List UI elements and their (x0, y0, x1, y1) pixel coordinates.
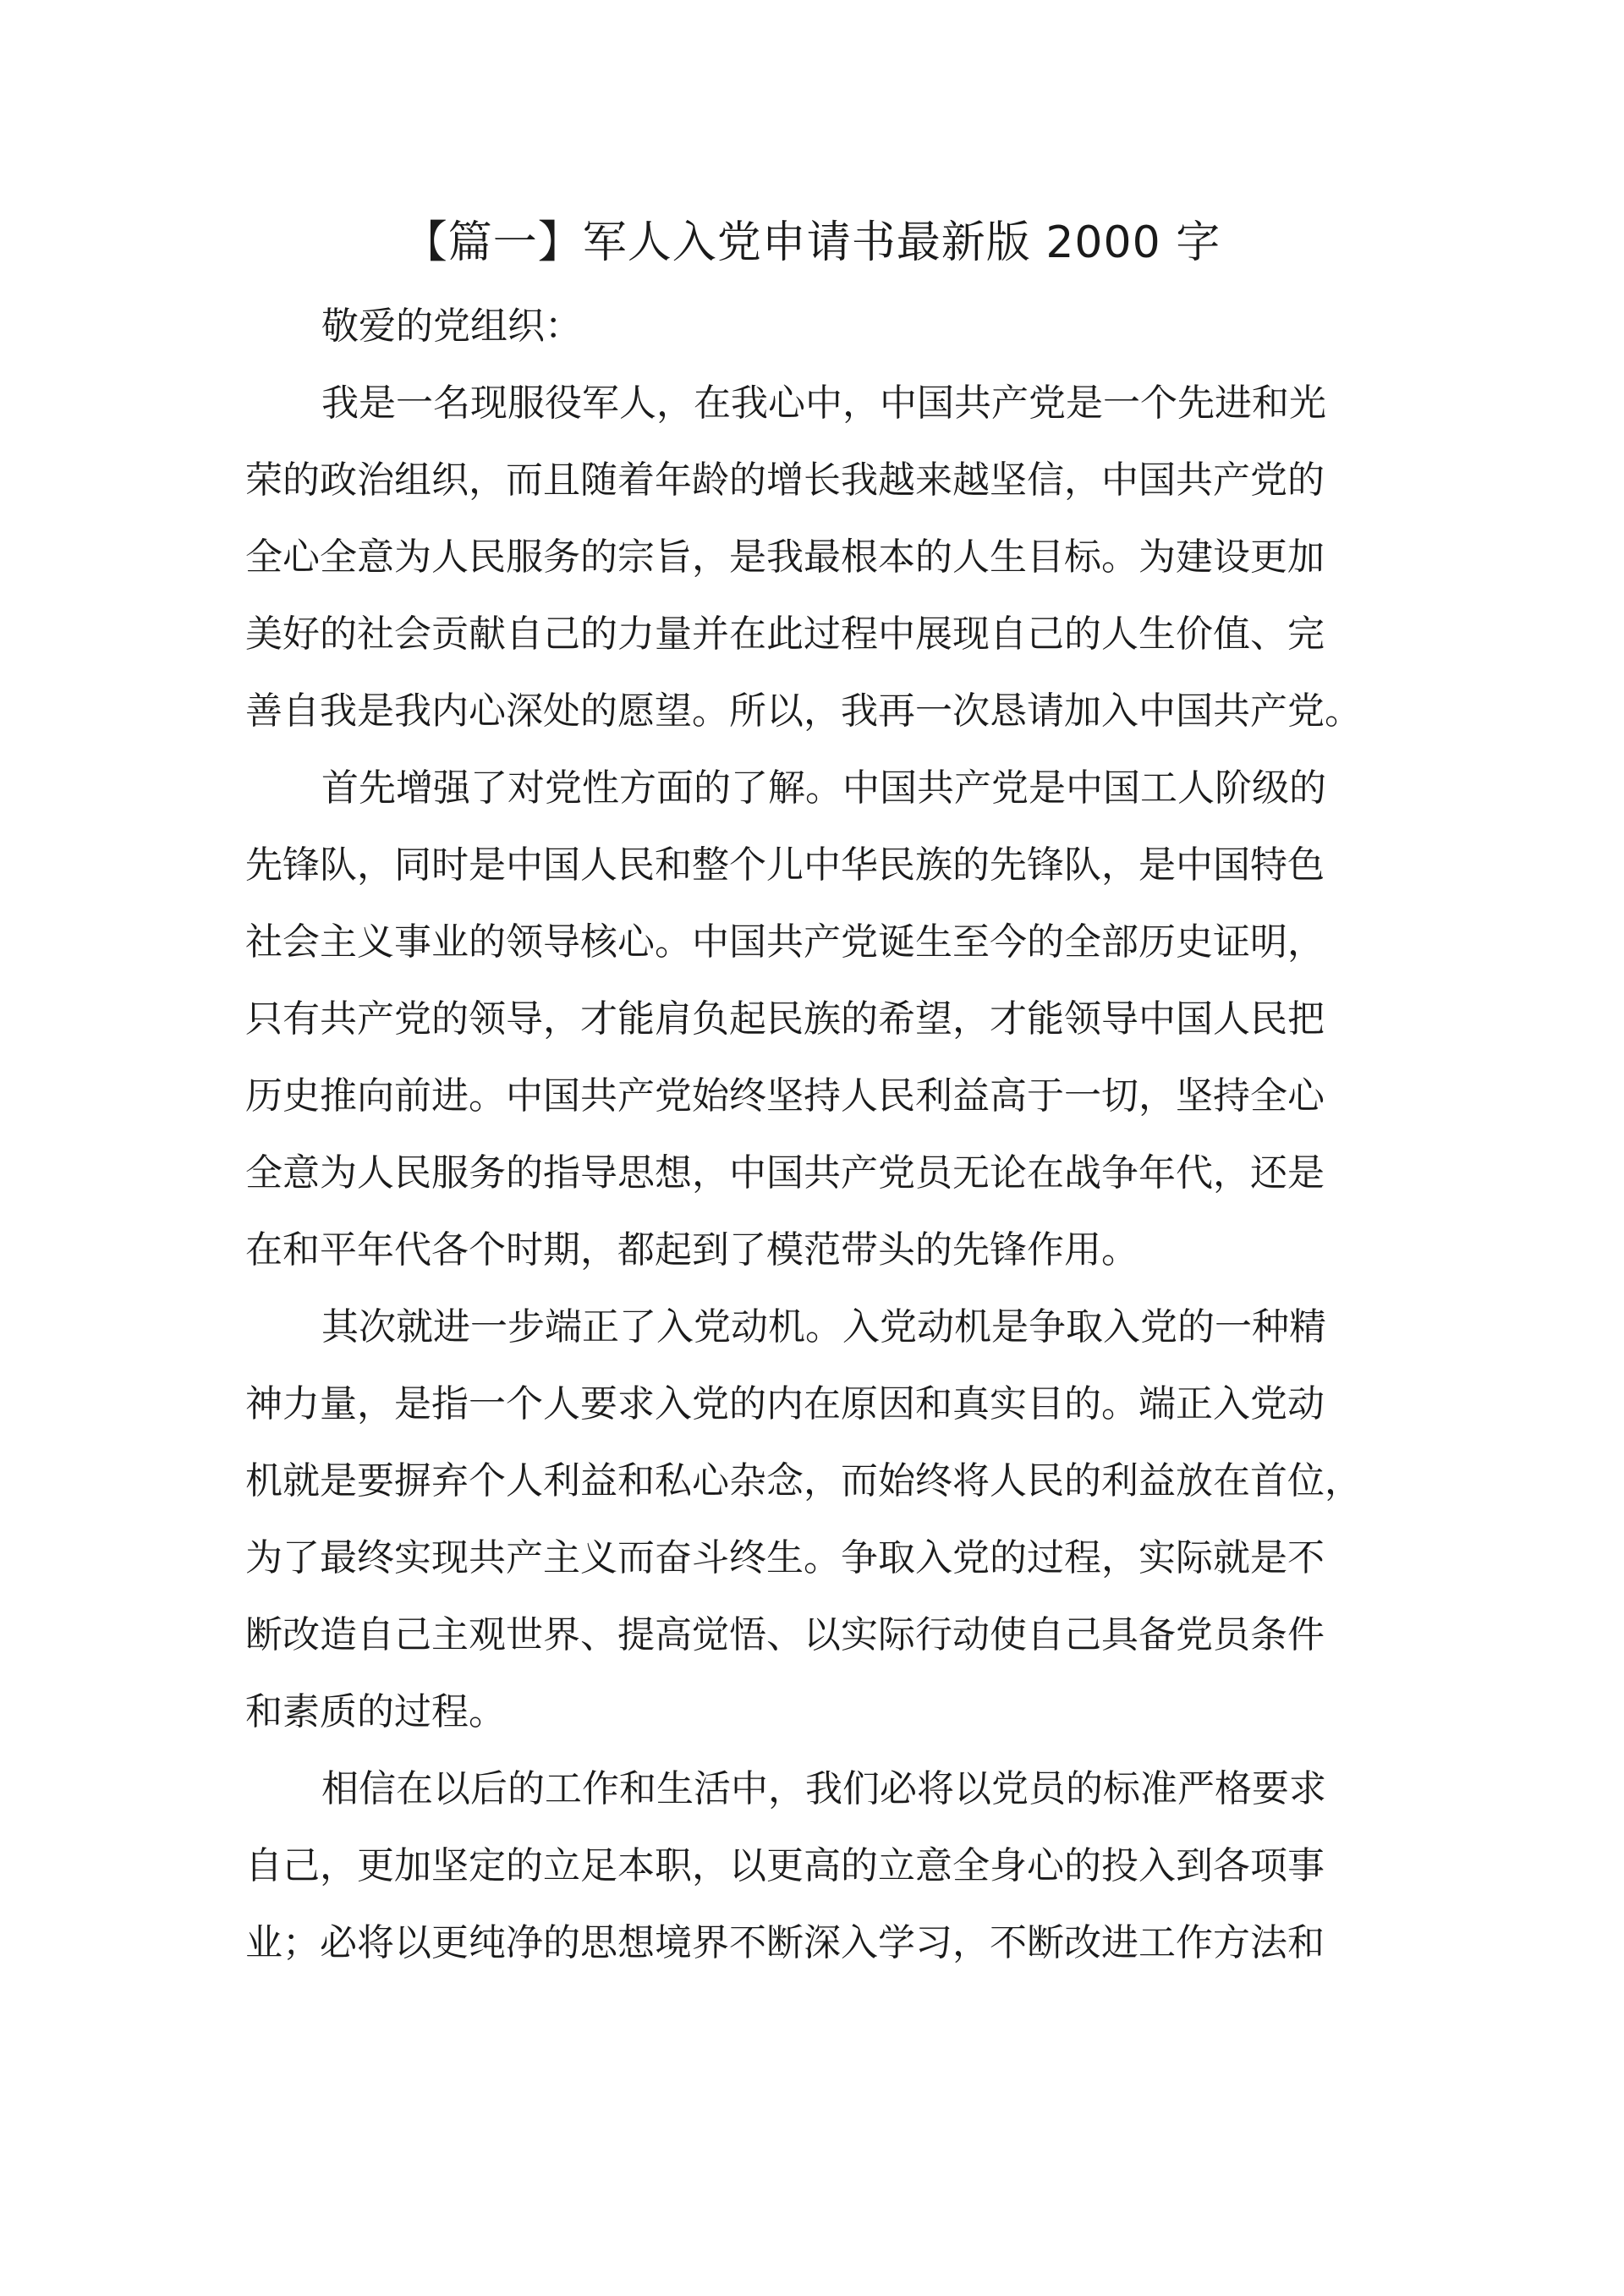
paragraph-line: 历史推向前进。中国共产党始终坚持人民利益高于一切，坚持全心 (245, 1074, 1325, 1118)
paragraph-4 (245, 1750, 1379, 1981)
paragraph-line: 神力量，是指一个人要求入党的内在原因和真实目的。端正入党动 (245, 1382, 1325, 1425)
salutation: 敬爱的党组织： (321, 305, 582, 348)
paragraph-line: 社会主义事业的领导核心。中国共产党诞生至今的全部历史证明， (245, 920, 1325, 964)
paragraph-line: 善自我是我内心深处的愿望。所以，我再一次恳请加入中国共产党。 (245, 689, 1362, 733)
paragraph-line: 其次就进一步端正了入党动机。入党动机是争取入党的一种精 (321, 1305, 1326, 1348)
paragraph-line: 只有共产党的领导，才能肩负起民族的希望，才能领导中国人民把 (245, 997, 1325, 1041)
paragraph-line: 业；必将以更纯净的思想境界不断深入学习，不断改进工作方法和 (245, 1921, 1325, 1964)
paragraph-3 (245, 1288, 1379, 1750)
paragraph-line: 断改造自己主观世界、提高觉悟、以实际行动使自己具备党员条件 (245, 1613, 1325, 1656)
paragraph-line: 先锋队，同时是中国人民和整个儿中华民族的先锋队，是中国特色 (245, 843, 1325, 887)
paragraph-2 (245, 750, 1379, 1288)
paragraph-line: 相信在以后的工作和生活中，我们必将以党员的标准严格要求 (321, 1767, 1326, 1810)
document-title: 【篇一】军人入党申请书最新版 2000 字 (403, 217, 1221, 268)
paragraph-line: 美好的社会贡献自己的力量并在此过程中展现自己的人生价值、完 (245, 612, 1325, 656)
paragraph-line: 全意为人民服务的指导思想，中国共产党员无论在战争年代，还是 (245, 1151, 1325, 1195)
paragraph-line: 自己，更加坚定的立足本职，以更高的立意全身心的投入到各项事 (245, 1844, 1325, 1887)
paragraph-line: 全心全意为人民服务的宗旨，是我最根本的人生目标。为建设更加 (245, 536, 1325, 579)
paragraph-line: 和素质的过程。 (245, 1690, 506, 1733)
paragraph-line: 在和平年代各个时期，都起到了模范带头的先锋作用。 (245, 1228, 1138, 1272)
paragraph-line: 为了最终实现共产主义而奋斗终生。争取入党的过程，实际就是不 (245, 1536, 1325, 1579)
paragraph-line: 荣的政治组织，而且随着年龄的增长我越来越坚信，中国共产党的 (245, 459, 1325, 502)
paragraph-line: 首先增强了对党性方面的了解。中国共产党是中国工人阶级的 (321, 766, 1326, 810)
paragraph-1 (245, 365, 1379, 750)
paragraph-line: 我是一名现服役军人，在我心中，中国共产党是一个先进和光 (321, 382, 1326, 425)
document-body (245, 288, 1379, 1981)
paragraph-line: 机就是要摒弃个人利益和私心杂念，而始终将人民的利益放在首位， (245, 1459, 1362, 1502)
